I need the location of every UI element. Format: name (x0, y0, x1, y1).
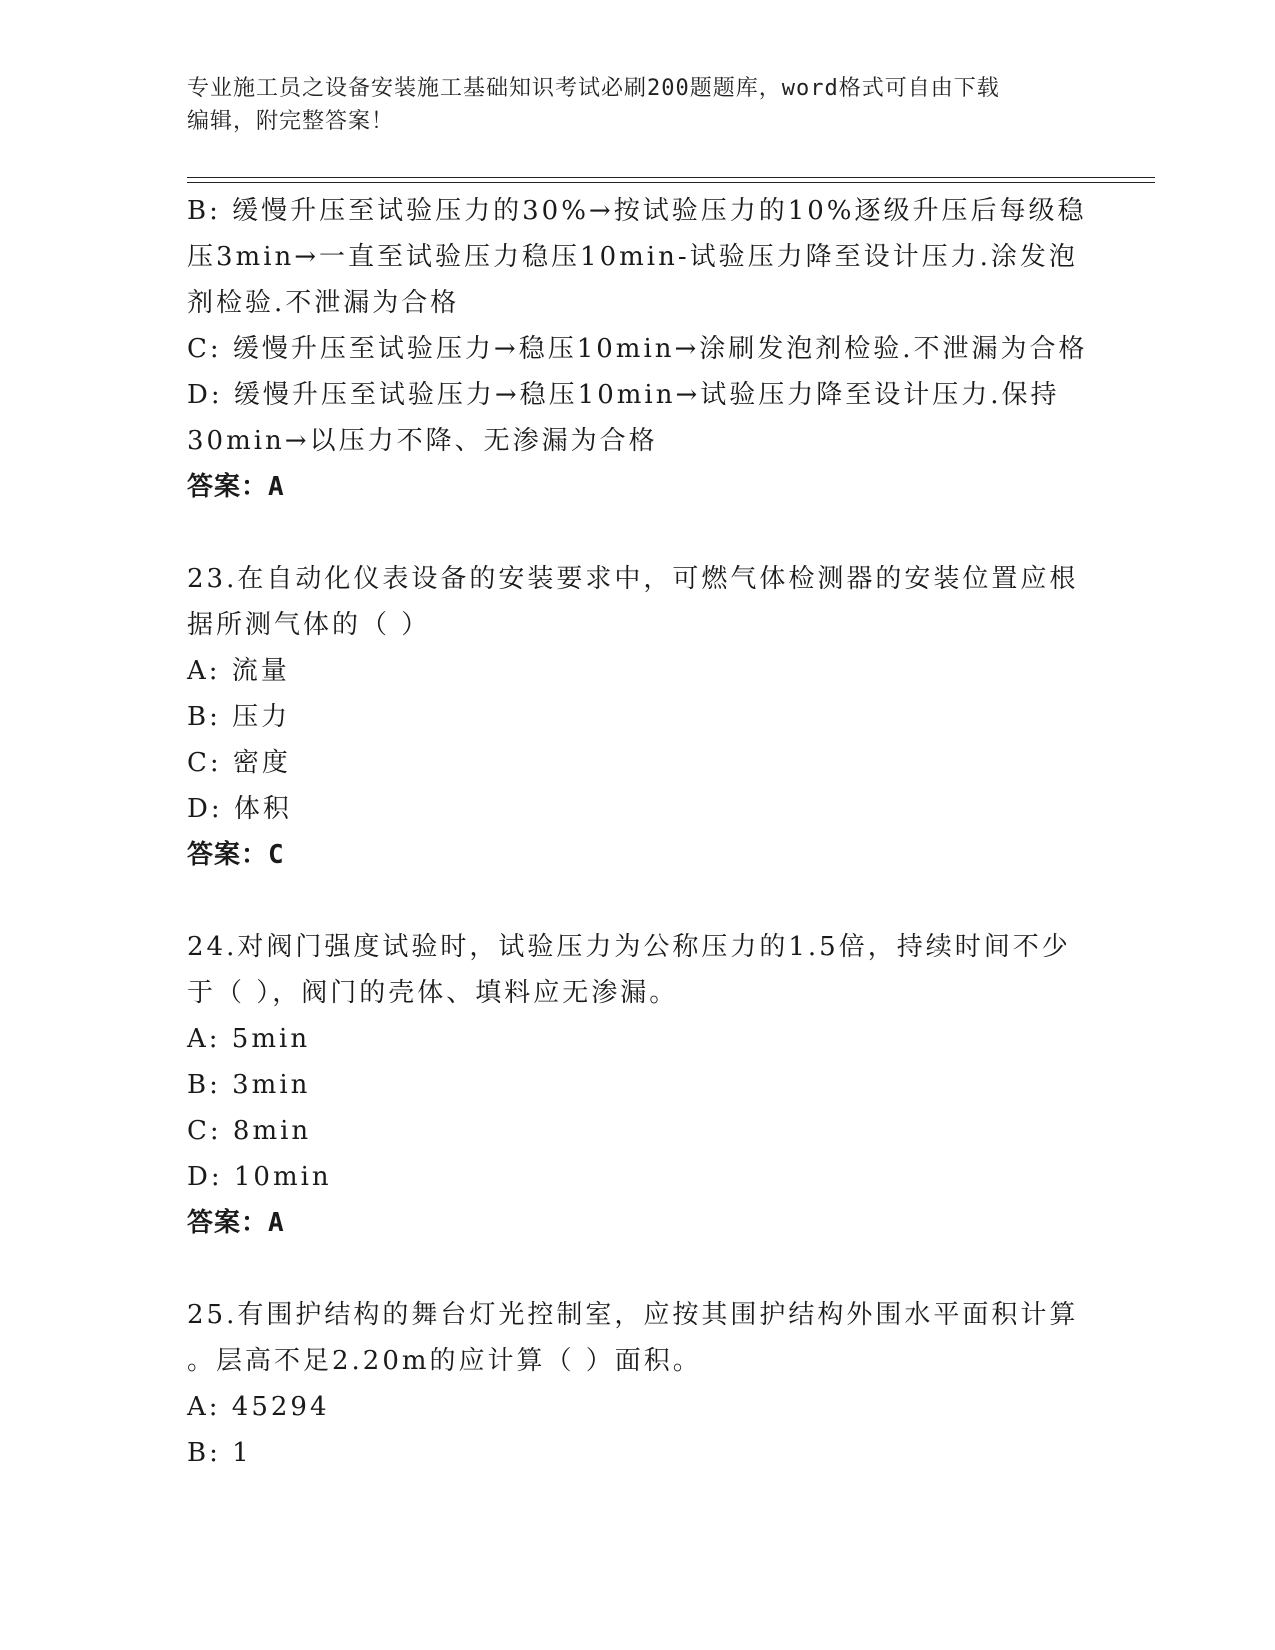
option-a: A: 5min (187, 1024, 311, 1054)
option-b: B: 3min (187, 1070, 311, 1100)
option-d: D: 10min (187, 1162, 332, 1192)
option-d-line: 30min→以压力不降、无渗漏为合格 (187, 426, 658, 456)
spacer (187, 878, 1087, 924)
spacer (187, 510, 1087, 556)
option-b-line: B: 缓慢升压至试验压力的30%→按试验压力的10%逐级升压后每级稳 (187, 196, 1087, 226)
option-c: C: 缓慢升压至试验压力→稳压10min→涂刷发泡剂检验.不泄漏为合格 (187, 334, 1088, 364)
document-header (187, 72, 1077, 138)
question-stem-line: 25.有围护结构的舞台灯光控制室，应按其围护结构外围水平面积计算 (187, 1300, 1079, 1330)
option-a: A: 45294 (187, 1392, 330, 1422)
prev-question-block (187, 188, 1087, 510)
option-b: B: 1 (187, 1438, 252, 1468)
spacer (187, 1246, 1087, 1292)
option-b: B: 压力 (187, 702, 291, 732)
option-b-line: 剂检验.不泄漏为合格 (187, 288, 460, 318)
header-divider-bottom (187, 182, 1155, 183)
question-23 (187, 556, 1087, 878)
question-stem-line: 。层高不足2.20m的应计算（ ）面积。 (187, 1346, 702, 1376)
option-a: A: 流量 (187, 656, 290, 686)
question-content (187, 188, 1087, 1476)
header-title-line-1: 专业施工员之设备安装施工基础知识考试必刷200题题库，word格式可自由下载 (187, 76, 1000, 101)
question-stem-line: 据所测气体的（ ） (187, 610, 431, 640)
option-c: C: 密度 (187, 748, 291, 778)
question-24 (187, 924, 1087, 1246)
answer-label: 答案：A (187, 1208, 285, 1238)
header-divider-top (187, 177, 1155, 178)
option-b-line: 压3min→一直至试验压力稳压10min-试验压力降至设计压力.涂发泡 (187, 242, 1078, 272)
answer-label: 答案：C (187, 840, 285, 870)
question-25 (187, 1292, 1087, 1476)
question-stem-line: 于（ ），阀门的壳体、填料应无渗漏。 (187, 978, 679, 1008)
option-d: D: 体积 (187, 794, 292, 824)
option-d-line: D: 缓慢升压至试验压力→稳压10min→试验压力降至设计压力.保持 (187, 380, 1060, 410)
header-title-line-2: 编辑，附完整答案！ (187, 109, 395, 134)
option-c: C: 8min (187, 1116, 312, 1146)
question-stem-line: 23.在自动化仪表设备的安装要求中，可燃气体检测器的安装位置应根 (187, 564, 1079, 594)
answer-label: 答案：A (187, 472, 285, 502)
question-stem-line: 24.对阀门强度试验时，试验压力为公称压力的1.5倍，持续时间不少 (187, 932, 1071, 962)
